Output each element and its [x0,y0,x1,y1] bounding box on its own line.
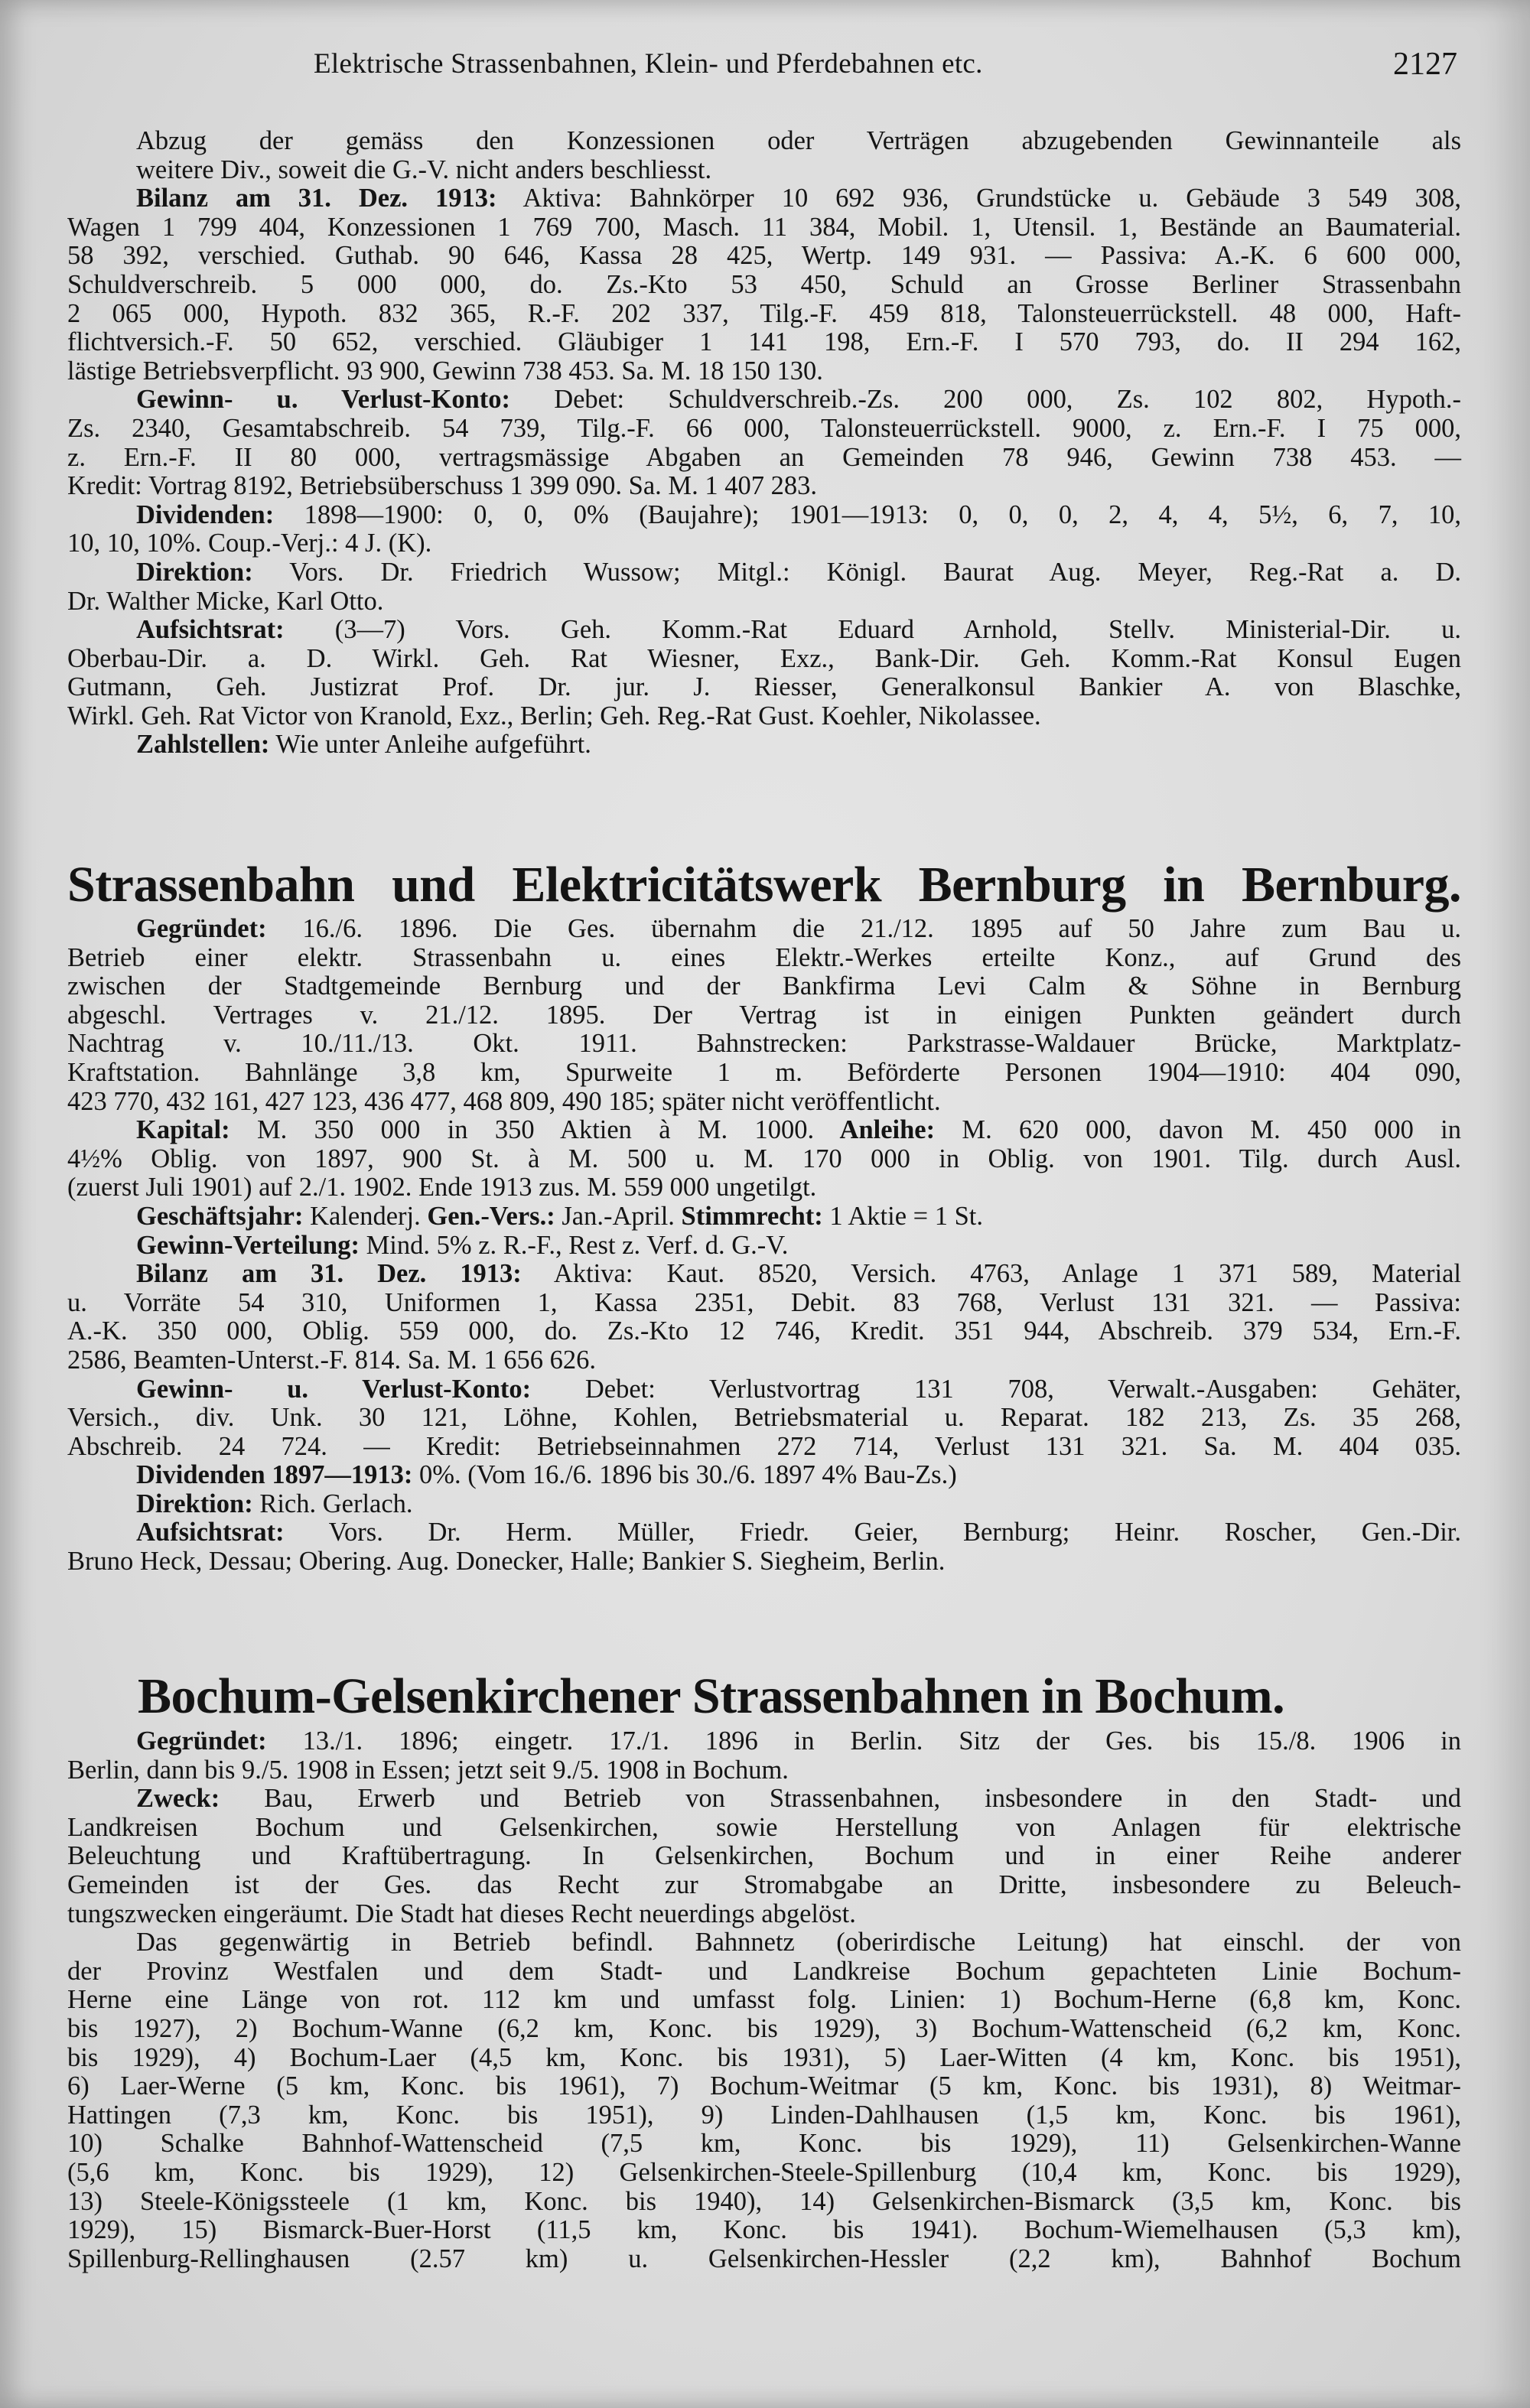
entry-text: Debet: Verlustvortrag 131 708, Verwalt.-Ausgaben: Gehäter, [531,1374,1461,1404]
text-line [67,587,1461,617]
text-line [67,1871,1461,1900]
entry-text: Bruno Heck, Dessau; Obering. Aug. Donecker, Halle; Bankier S. Siegheim, Berlin. [67,1547,946,1577]
text-line [67,1375,1461,1404]
entry-label: Dividenden 1897—1913: [136,1460,413,1490]
text-line [67,558,1461,587]
entry-text: 16./6. 1896. Die Ges. übernahm die 21./12. 1895 auf 50 Jahre zum Bau u. [266,914,1461,943]
entry-text: Kraftstation. Bahnlänge 3,8 km, Spurweite 1 m. Beförderte Personen 1904—1910: 404 090, [67,1057,1461,1087]
entry-text: lästige Betriebsverpflicht. 93 900, Gewinn 738 453. Sa. M. 18 150 130. [67,356,823,386]
text-line [67,2159,1461,2188]
text-line [67,357,1461,386]
text-line [67,1346,1461,1375]
entry-text: Berlin, dann bis 9./5. 1908 in Essen; jetzt seit 9./5. 1908 in Bochum. [67,1755,789,1785]
text-line [67,1986,1461,2015]
entry-text: A.-K. 350 000, Oblig. 559 000, do. Zs.-Kto 12 746, Kredit. 351 944, Abschreib. 379 534, Ern.-F. [67,1316,1461,1346]
text-line [67,2072,1461,2101]
text-line [67,127,1461,156]
entry-text: (3—7) Vors. Geh. Komm.-Rat Eduard Arnhold, Stellv. Ministerial-Dir. u. [284,615,1461,645]
text-line [67,1842,1461,1871]
entry-text: Debet: Schuldverschreib.-Zs. 200 000, Zs. 102 802, Hypoth.- [510,385,1461,415]
text-line [67,1001,1461,1030]
text-line [67,156,1461,185]
entry-text: (5,6 km, Konc. bis 1929), 12) Gelsenkirchen-Steele-Spillenburg (10,4 km, Konc. bis 1929), [67,2157,1461,2187]
text-line [67,1490,1461,1519]
text-line [67,673,1461,702]
text-line [67,944,1461,973]
entry-text: z. Ern.-F. II 80 000, vertragsmässige Abgaben an Gemeinden 78 946, Gewinn 738 453. — [67,442,1461,472]
entry-text: (zuerst Juli 1901) auf 2./1. 1902. Ende 1913 zus. M. 559 000 ungetilgt. [67,1173,817,1202]
text-line [67,242,1461,271]
entry-text: M. 350 000 in 350 Aktien à M. 1000. [230,1115,815,1145]
text-line [67,1785,1461,1814]
entry-text: Wie unter Anleihe aufgeführt. [269,730,591,760]
entry-text: 2 065 000, Hypoth. 832 365, R.-F. 202 337, Tilg.-F. 459 818, Talonsteuerrückstell. 48 000, Haft- [67,298,1461,328]
entry-label: Direktion: [136,1489,253,1518]
text-line [67,1900,1461,1929]
entry-text: Wagen 1 799 404, Konzessionen 1 769 700, Masch. 11 384, Mobil. 1, Utensil. 1, Bestände an Baumaterial. [67,212,1461,242]
entry-label: Gewinn-Verteilung: [136,1230,360,1260]
text-line [67,702,1461,731]
entry-text: 423 770, 432 161, 427 123, 436 477, 468 809, 490 185; später nicht veröffentlicht. [67,1086,941,1116]
running-header [314,47,1457,86]
entry-text: Jan.-April. [555,1201,682,1231]
entry-text: abgeschl. Vertrages v. 21./12. 1895. Der Vertrag ist in einigen Punkten geändert durch [67,1000,1461,1030]
entry-text: Hattingen (7,3 km, Konc. bis 1951), 9) Linden-Dahlhausen (1,5 km, Konc. bis 1961), [67,2100,1461,2130]
text-line [67,1260,1461,1289]
entry-text: 2586, Beamten-Unterst.-F. 814. Sa. M. 1 656 626. [67,1345,597,1375]
entry-text: tungszwecken eingeräumt. Die Stadt hat dieses Recht neuerdings abgelöst. [67,1899,856,1928]
entry-label: Geschäftsjahr: [136,1201,304,1231]
text-line [67,2044,1461,2073]
entry-label: Kapital: [136,1115,230,1145]
text-line [67,1232,1461,1261]
entry-text: M. 620 000, davon M. 450 000 in [935,1115,1461,1145]
entry-text: Abzug der gemäss den Konzessionen oder Verträgen abzugebenden Gewinnanteile als [136,126,1461,155]
text-line [67,1814,1461,1843]
entry-text: der Provinz Westfalen und dem Stadt- und Landkreise Bochum gepachteten Linie Bochum- [67,1956,1461,1986]
text-line [67,444,1461,473]
entry-text: Gemeinden ist der Ges. das Recht zur Stromabgabe an Dritte, insbesondere zu Beleuch- [67,1869,1461,1899]
entry-text: zwischen der Stadtgemeinde Bernburg und der Bankfirma Levi Calm & Söhne in Bernburg [67,971,1461,1001]
entry-text: 10, 10, 10%. Coup.-Verj.: 4 J. (K). [67,529,432,558]
entry-text: flichtversich.-F. 50 652, verschied. Gläubiger 1 141 198, Ern.-F. I 570 793, do. II 294 162, [67,327,1461,357]
entry-label: Gen.-Vers.: [427,1201,555,1231]
text-line [67,2130,1461,2159]
section-heading-bochum: Bochum-Gelsenkirchener Strassenbahnen in Bochum. [138,1668,1285,1724]
entry-text: Rich. Gerlach. [252,1489,413,1518]
entry-text: Aktiva: Kaut. 8520, Versich. 4763, Anlage 1 371 589, Material [521,1259,1461,1289]
text-line [67,731,1461,760]
text-line [67,472,1461,501]
entry-text: 13) Steele-Königssteele (1 km, Konc. bis 1940), 14) Gelsenkirchen-Bismarck (3,5 km, Konc. bis [67,2186,1461,2216]
entry-label: Anleihe: [814,1115,936,1145]
entry-label: Gewinn- u. Verlust-Konto: [136,1374,532,1404]
entry-text: 10) Schalke Bahnhof-Wattenscheid (7,5 km, Konc. bis 1929), 11) Gelsenkirchen-Wanne [67,2129,1461,2159]
entry-label: Aufsichtsrat: [136,615,285,645]
entry-text: Nachtrag v. 10./11./13. Okt. 1911. Bahnstrecken: Parkstrasse-Waldauer Brücke, Marktplatz- [67,1029,1461,1059]
text-line [67,1202,1461,1232]
entry-label: Bilanz am 31. Dez. 1913: [136,184,497,213]
text-line [67,328,1461,357]
entry-label: Direktion: [136,557,253,587]
text-line [67,1727,1461,1756]
entry-text: 58 392, verschied. Guthab. 90 646, Kassa 28 425, Wertp. 149 931. — Passiva: A.-K. 6 600 000, [67,241,1461,271]
entry-text: Wirkl. Geh. Rat Victor von Kranold, Exz., Berlin; Geh. Reg.-Rat Gust. Koehler, Nikolassee. [67,701,1041,731]
entry-label: Zweck: [136,1784,220,1814]
text-line [67,1404,1461,1433]
text-line [67,1030,1461,1059]
text-line [67,271,1461,300]
entry-text: Mind. 5% z. R.-F., Rest z. Verf. d. G.-V. [359,1230,789,1260]
text-line [67,300,1461,329]
text-line [67,1547,1461,1577]
text-line [67,1461,1461,1490]
entry-text: Zs. 2340, Gesamtabschreib. 54 739, Tilg.-F. 66 000, Talonsteuerrückstell. 9000, z. Ern.-F. I 75 000, [67,413,1461,443]
text-line [67,529,1461,558]
text-line [67,2245,1461,2274]
text-line [67,972,1461,1001]
section-heading-bernburg: Strassenbahn und Elektricitätswerk Bernburg in Bernburg. [67,857,1461,913]
section-bochum [67,1727,1461,2273]
entry-text: Kalenderj. [303,1201,428,1231]
entry-text: 13./1. 1896; eingetr. 17./1. 1896 in Berlin. Sitz der Ges. bis 15./8. 1906 in [266,1726,1461,1756]
entry-text: Kredit: Vortrag 8192, Betriebsüberschuss 1 399 090. Sa. M. 1 407 283. [67,471,817,501]
entry-text: weitere Div., soweit die G.-V. nicht anders beschliesst. [136,155,712,184]
entry-text: Oberbau-Dir. a. D. Wirkl. Geh. Rat Wiesner, Exz., Bank-Dir. Geh. Komm.-Rat Konsul Eugen [67,643,1461,673]
text-line [67,1317,1461,1346]
text-line [67,2101,1461,2130]
text-line [67,386,1461,415]
text-line [67,1059,1461,1088]
entry-text: Herne eine Länge von rot. 112 km und umfasst folg. Linien: 1) Bochum-Herne (6,8 km, Konc. [67,1985,1461,2015]
entry-label: Aufsichtsrat: [136,1518,285,1547]
entry-text: Vors. Dr. Friedrich Wussow; Mitgl.: Königl. Baurat Aug. Meyer, Reg.-Rat a. D. [252,557,1461,587]
entry-text: Gutmann, Geh. Justizrat Prof. Dr. jur. J. Riesser, Generalkonsul Bankier A. von Blaschke, [67,672,1461,702]
text-line [67,1928,1461,1957]
text-line [67,1145,1461,1174]
entry-text: 1898—1900: 0, 0, 0% (Baujahre); 1901—1913: 0, 0, 0, 2, 4, 4, 5½, 6, 7, 10, [274,499,1461,529]
text-line [67,1088,1461,1117]
text-line [67,1756,1461,1785]
entry-label: Bilanz am 31. Dez. 1913: [136,1259,522,1289]
entry-text: 1929), 15) Bismarck-Buer-Horst (11,5 km, Konc. bis 1941). Bochum-Wiemelhausen (5,3 km), [67,2215,1461,2245]
entry-text: 0%. (Vom 16./6. 1896 bis 30./6. 1897 4% Bau-Zs.) [412,1460,957,1490]
entry-label: Gegründet: [136,914,267,943]
text-line [67,645,1461,674]
entry-label: Gegründet: [136,1726,267,1756]
text-line [67,501,1461,530]
section-bernburg [67,915,1461,1577]
text-line [67,1116,1461,1145]
entry-text: 6) Laer-Werne (5 km, Konc. bis 1961), 7) Bochum-Weitmar (5 km, Konc. bis 1931), 8) Weitmar- [67,2071,1461,2101]
section-grosse-berliner-continued [67,127,1461,760]
entry-label: Dividenden: [136,499,275,529]
entry-text: Schuldverschreib. 5 000 000, do. Zs.-Kto 53 450, Schuld an Grosse Berliner Strassenbahn [67,269,1461,299]
text-line [67,1433,1461,1462]
entry-text: bis 1929), 4) Bochum-Laer (4,5 km, Konc. bis 1931), 5) Laer-Witten (4 km, Konc. bis 1951), [67,2042,1461,2072]
running-title: Elektrische Strassenbahnen, Klein- und Pferdebahnen etc. [314,48,983,80]
text-line [67,616,1461,645]
entry-text: Spillenburg-Rellinghausen (2.57 km) u. Gelsenkirchen-Hessler (2,2 km), Bahnhof Bochum [67,2244,1461,2273]
entry-text: Landkreisen Bochum und Gelsenkirchen, sowie Herstellung von Anlagen für elektrische [67,1812,1461,1842]
entry-text: Das gegenwärtig in Betrieb befindl. Bahnnetz (oberirdische Leitung) hat einschl. der von [136,1928,1461,1957]
text-line [67,1173,1461,1202]
entry-label: Zahlstellen: [136,730,270,760]
text-line [67,184,1461,213]
entry-text: Aktiva: Bahnkörper 10 692 936, Grundstücke u. Gebäude 3 549 308, [496,184,1461,213]
text-line [67,1518,1461,1547]
page-number: 2127 [1393,47,1457,82]
text-line [67,2015,1461,2044]
entry-label: Stimmrecht: [681,1201,823,1231]
entry-text: 4½% Oblig. von 1897, 900 St. à M. 500 u. M. 170 000 in Oblig. von 1901. Tilg. durch Ausl. [67,1144,1461,1173]
text-line [67,1957,1461,1987]
entry-text: 1 Aktie = 1 St. [822,1201,983,1231]
entry-text: bis 1927), 2) Bochum-Wanne (6,2 km, Konc. bis 1929), 3) Bochum-Wattenscheid (6,2 km, Konc. [67,2013,1461,2043]
text-line [67,415,1461,444]
entry-label: Gewinn- u. Verlust-Konto: [136,385,510,415]
text-line [67,2188,1461,2217]
entry-text: Beleuchtung und Kraftübertragung. In Gelsenkirchen, Bochum und in einer Reihe anderer [67,1841,1461,1871]
entry-text: Betrieb einer elektr. Strassenbahn u. eines Elektr.-Werkes erteilte Konz., auf Grund des [67,942,1461,972]
entry-text: Versich., div. Unk. 30 121, Löhne, Kohlen, Betriebsmaterial u. Reparat. 182 213, Zs. 35 268, [67,1403,1461,1433]
entry-text: Bau, Erwerb und Betrieb von Strassenbahnen, insbesondere in den Stadt- und [220,1784,1461,1814]
text-line [67,2216,1461,2245]
entry-text: Dr. Walther Micke, Karl Otto. [67,586,384,616]
entry-text: Vors. Dr. Herm. Müller, Friedr. Geier, Bernburg; Heinr. Roscher, Gen.-Dir. [284,1518,1461,1547]
entry-text: u. Vorräte 54 310, Uniformen 1, Kassa 2351, Debit. 83 768, Verlust 131 321. — Passiva: [67,1287,1461,1317]
text-line [67,213,1461,242]
text-line [67,1289,1461,1318]
text-line [67,915,1461,944]
entry-text: Abschreib. 24 724. — Kredit: Betriebseinnahmen 272 714, Verlust 131 321. Sa. M. 404 035. [67,1431,1461,1461]
